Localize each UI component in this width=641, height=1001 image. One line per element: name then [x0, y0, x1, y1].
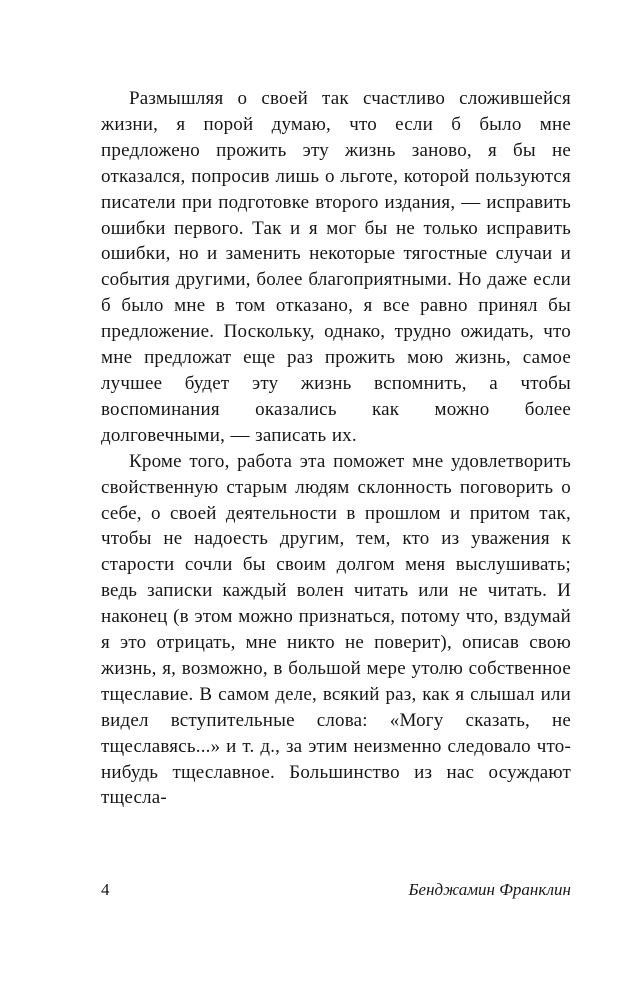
paragraph-1: Размышляя о своей так счастливо сложившейся жизни, я порой думаю, что если б было мне предложено прожить эту жизнь заново, я бы не отказался, попросив лишь о льготе, которой пользуются писатели при подготовке второго издания, — исправить ошибки первого. Так и я мог бы не только исправить ошибки, но и заменить некоторые тягостные случаи и события другими, более благоприятными. Но даже если б было мне в том отказано, я все равно принял бы предложение. Поскольку, однако, трудно ожидать, что мне предложат еще раз прожить мою жизнь, самое лучшее будет эту жизнь вспомнить, а чтобы воспоминания оказались как можно более долговечными, — записать их. [101, 88, 571, 446]
running-author: Бенджамин Франклин [408, 880, 571, 899]
page-footer [101, 880, 571, 900]
page-text [101, 86, 571, 811]
page-number: 4 [101, 880, 110, 899]
paragraph-2: Кроме того, работа эта поможет мне удовлетворить свойственную старым людям склонность поговорить о себе, о своей деятельности в прошлом и притом так, чтобы не надоесть другим, тем, кто из уважения к старости сочли бы своим долгом меня выслушивать; ведь записки каждый волен читать или не читать. И наконец (в этом можно признаться, потому что, вздумай я это отрицать, мне никто не поверит), описав свою жизнь, я, возможно, в большой мере утолю собственное тщеславие. В самом деле, всякий раз, как я слышал или видел вступительные слова: «Могу сказать, не тщеславясь...» и т. д., за этим неизменно следовало что-нибудь тщеславное. Большинство из нас осуждают тщесла- [101, 450, 571, 809]
